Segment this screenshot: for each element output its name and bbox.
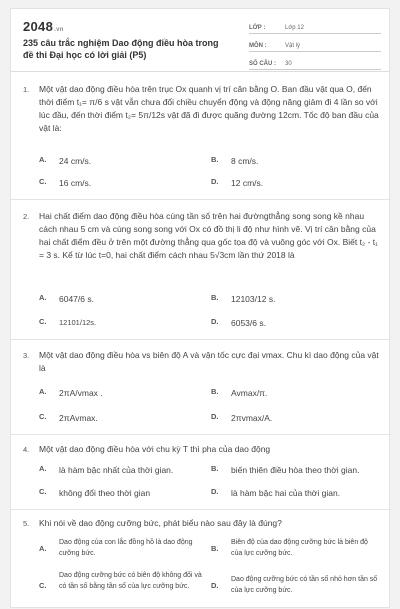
option-text: 8 cm/s. [231, 156, 259, 166]
site-logo[interactable]: 2048.vn [23, 19, 64, 34]
option-label: D. [211, 487, 219, 496]
option-c[interactable] [39, 412, 98, 424]
question-1 [11, 71, 391, 200]
option-text: 6047/6 s. [59, 294, 94, 304]
option-label: C. [39, 487, 47, 496]
meta-value: Lớp 12 [285, 25, 304, 31]
option-text: 6053/6 s. [231, 318, 266, 328]
option-label: C. [39, 581, 47, 590]
option-label: A. [39, 293, 47, 302]
option-text: không đổi theo thời gian [59, 488, 151, 498]
worksheet-header [11, 9, 389, 72]
option-c[interactable] [39, 177, 91, 189]
meta-value: Vật lý [285, 43, 301, 49]
option-d[interactable] [211, 317, 266, 329]
option-label: C. [39, 412, 47, 421]
option-text: 24 cm/s. [59, 156, 92, 166]
meta-key: MÔN : [249, 43, 267, 49]
question-text: Hai chất điểm dao động điều hòa cùng tần số trên hai đườngthẳng song song kề nhau cách nhau 5 cm và cùng song song với Ox có đồ thị li độ như hình vẽ. Vị trí cân bằng của hai chất điểm đều ở trên một đường thẳng qua gốc tọa độ và vuông góc với Ox. Biết t₂ - t₁ = 3 s. Kể từ lúc t=0, hai chất điểm cách nhau 5√3cm lần thứ 2018 là [39, 211, 379, 260]
option-text: Dao động cưỡng bức có tần số nhỏ hơn tần số của lực cưỡng bức. [231, 576, 378, 594]
question-text: Khi nói về dao động cưỡng bức, phát biểu nào sau đây là đúng? [39, 518, 282, 528]
option-label: B. [211, 464, 219, 473]
option-b[interactable] [211, 464, 359, 476]
option-text: 12103/12 s. [231, 294, 276, 304]
option-text: biến thiên điều hòa theo thời gian. [231, 465, 360, 475]
worksheet-title: 235 câu trắc nghiệm Dao động điều hòa trong đề thi Đại học có lời giải (P5) [23, 38, 219, 60]
question-4 [11, 434, 391, 510]
option-d[interactable] [211, 487, 340, 499]
option-label: A. [39, 544, 47, 553]
option-b[interactable] [211, 155, 258, 167]
option-text: 2πA/vmax . [59, 388, 103, 398]
option-label: B. [211, 544, 219, 553]
option-d[interactable] [211, 177, 263, 189]
option-text: là hàm bậc nhất của thời gian. [59, 465, 174, 475]
option-label: D. [211, 317, 219, 326]
question-3 [11, 339, 391, 435]
option-text: Dao động cưỡng bức có biên độ không đổi và có tần số bằng tần số của lực cưỡng bức. [59, 572, 202, 590]
option-a[interactable] [39, 464, 173, 476]
option-b[interactable] [211, 387, 267, 399]
option-text: là hàm bậc hai của thời gian. [231, 488, 341, 498]
option-b[interactable] [211, 293, 275, 305]
meta-key: SỐ CÂU : [249, 61, 276, 67]
question-text: Một vật dao động điều hòa với chu kỳ T thì pha của dao động [39, 444, 271, 454]
option-label: B. [211, 387, 219, 396]
option-a[interactable] [39, 387, 103, 399]
option-label: A. [39, 464, 47, 473]
option-label: A. [39, 387, 47, 396]
option-text: 2πAvmax. [59, 413, 98, 423]
option-label: B. [211, 155, 219, 164]
option-a[interactable] [39, 538, 199, 559]
meta-value: 30 [285, 61, 292, 67]
option-label: D. [211, 412, 219, 421]
option-text: Biên độ của dao động cưỡng bức là biên độ của lực cưỡng bức. [231, 539, 368, 557]
option-text: 12 cm/s. [231, 178, 264, 188]
option-label: D. [211, 177, 219, 186]
question-number: 1. [23, 85, 30, 94]
option-label: B. [211, 293, 219, 302]
question-2 [11, 199, 391, 340]
question-text: Một vật dao động điều hòa trên trục Ox quanh vị trí cân bằng O. Ban đầu vật qua O, đến thời điểm t₁= π/6 s vật vẫn chưa đổi chiều chuyển động và động năng giảm đi 4 lần so với lúc đầu, đến thời điểm t₂= 5π/12s vật đã đi được quãng đường 12cm. Tốc độ ban đầu của vật là: [39, 84, 379, 133]
option-text: Avmax/π. [231, 388, 268, 398]
option-label: D. [211, 581, 219, 590]
option-d[interactable] [211, 575, 381, 596]
meta-key: LỚP : [249, 25, 266, 31]
option-text: Dao động của con lắc đồng hồ là dao động cưỡng bức. [59, 539, 193, 557]
option-text: 16 cm/s. [59, 178, 92, 188]
option-label: A. [39, 155, 47, 164]
question-number: 2. [23, 212, 30, 221]
worksheet-meta [249, 19, 381, 73]
question-number: 4. [23, 445, 30, 454]
option-b[interactable] [211, 538, 381, 559]
option-a[interactable] [39, 293, 94, 305]
meta-row-count [249, 55, 381, 70]
option-c[interactable] [39, 487, 150, 499]
worksheet-page [10, 8, 390, 608]
question-5 [11, 509, 391, 609]
option-text: 2πvmax/A. [231, 413, 273, 423]
question-number: 5. [23, 519, 30, 528]
option-a[interactable] [39, 155, 91, 167]
option-c[interactable] [39, 317, 96, 329]
option-text: 12101/12s. [59, 318, 97, 327]
question-text: Một vật dao động điều hòa vs biên độ A và vận tốc cực đại vmax. Chu kì dao động của vật là [39, 350, 379, 373]
option-d[interactable] [211, 412, 272, 424]
meta-row-subject [249, 37, 381, 52]
option-c[interactable] [39, 571, 207, 592]
meta-row-class [249, 19, 381, 34]
question-number: 3. [23, 351, 30, 360]
option-label: C. [39, 317, 47, 326]
option-label: C. [39, 177, 47, 186]
